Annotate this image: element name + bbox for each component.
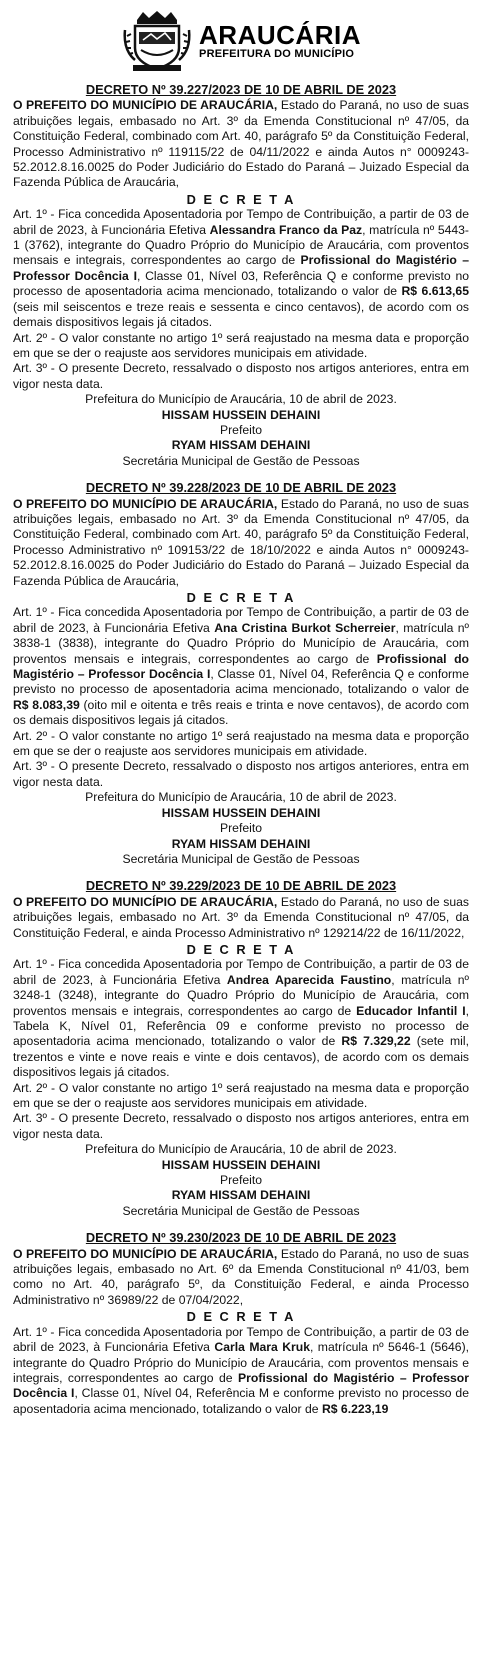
article-1-text: Art. 1º - Fica concedida Aposentadoria por Tempo de Contribuição, a partir de 03 de abril de 2023, à Funcionária Efetiva <box>13 957 469 987</box>
benefit-value: R$ 7.329,22 <box>341 1034 411 1049</box>
signer-mayor-name: HISSAM HUSSEIN DEHAINI <box>161 805 321 820</box>
signer-secretary-role: Secretária Municipal de Gestão de Pessoas <box>122 1203 360 1218</box>
signer-secretary-name: RYAM HISSAM DEHAINI <box>171 1188 311 1203</box>
article-1-text: , Classe 01, Nível 04, Referência Q e conforme previsto no processo de aposentadoria acima mencionado, totalizando o valor de <box>13 667 469 697</box>
signer-secretary-name: RYAM HISSAM DEHAINI <box>171 836 311 851</box>
article-1-text: , matrícula nº 3248-1 (3248), integrante do Quadro Próprio do Município de Araucária, com proventos mensais e integrais, correspondentes ao cargo de <box>13 972 469 1018</box>
article-3: Art. 3º - O presente Decreto, ressalvado o disposto nos artigos anteriores, entra em vigor nesta data. <box>13 361 469 391</box>
beneficiary-name: Ana Cristina Burkot Scherreier <box>214 620 396 635</box>
brand-subtitle: PREFEITURA DO MUNICÍPIO <box>199 48 355 60</box>
article-1-text: , Classe 01, Nível 03, Referência Q e conforme previsto no processo de aposentadoria acima mencionado, totalizando o valor de <box>13 268 469 299</box>
decree-block <box>13 1230 469 1417</box>
article-2: Art. 2º - O valor constante no artigo 1º será reajustado na mesma data e proporção em que se der o reajuste aos servidores municipais em atividade. <box>13 1080 469 1110</box>
signer-secretary-role: Secretária Municipal de Gestão de Pessoas <box>122 851 360 866</box>
article-2: Art. 2º - O valor constante no artigo 1º será reajustado na mesma data e proporção em que se der o reajuste aos servidores municipais em atividade. <box>13 728 469 759</box>
decree-block <box>13 480 469 867</box>
signer-secretary-name: RYAM HISSAM DEHAINI <box>171 438 311 453</box>
decreta-heading: D E C R E T A <box>186 191 296 207</box>
article-1 <box>13 605 469 728</box>
preamble-bold: O PREFEITO DO MUNICÍPIO DE ARAUCÁRIA, <box>13 1246 278 1261</box>
position-title: Educador Infantil I <box>356 1003 466 1018</box>
municipal-coat-of-arms-icon <box>121 10 193 72</box>
article-1-text: , Tabela K, Nível 01, Referência 09 e conforme previsto no processo de aposentadoria acima mencionado, totalizando o valor de <box>13 1003 469 1049</box>
article-1 <box>13 207 469 330</box>
beneficiary-name: Carla Mara Kruk <box>214 1340 310 1355</box>
signer-mayor-role: Prefeito <box>219 821 262 836</box>
place-date: Prefeitura do Município de Araucária, 10 de abril de 2023. <box>85 392 397 407</box>
article-1-text: , Classe 01, Nível 04, Referência M e conforme previsto no processo de aposentadoria acima mencionado, totalizando o valor de <box>13 1386 469 1416</box>
signer-secretary-role: Secretária Municipal de Gestão de Pessoas <box>122 453 360 468</box>
decree-preamble <box>13 98 469 190</box>
signer-mayor-name: HISSAM HUSSEIN DEHAINI <box>161 407 321 422</box>
decree-title: DECRETO Nº 39.229/2023 DE 10 DE ABRIL DE 2023 <box>85 878 397 894</box>
article-1-text: (seis mil seiscentos e treze reais e sessenta e cinco centavos), de acordo com os demais dispositivos legais já citados. <box>13 299 469 330</box>
beneficiary-name: Andrea Aparecida Faustino <box>226 972 392 987</box>
decreta-heading: D E C R E T A <box>186 590 296 605</box>
preamble-text: Estado do Paraná, no uso de suas atribuições legais, embasado no Art. 3º da Emenda Constitucional nº 47/05, da Constituição Federal, combinado com Art. 40, parágrafo 5º da Constituição Federal, Processo Administrativo nº 119115/22 de 04/11/2022 e ainda Autos n° 0009243-52.2012.8.16.0025 do Poder Judiciário do Estado do Paraná – Juizado Especial da Fazenda Pública de Araucária, <box>13 98 469 190</box>
article-1-text: Art. 1º - Fica concedida Aposentadoria por Tempo de Contribuição, a partir de 03 de abril de 2023, à Funcionária Efetiva <box>13 207 469 237</box>
article-1-text: (oito mil e oitenta e três reais e trinta e nove centavos), de acordo com os demais dispositivos legais já citados. <box>13 697 469 728</box>
preamble-bold: O PREFEITO DO MUNICÍPIO DE ARAUCÁRIA, <box>13 98 278 113</box>
decree-title: DECRETO Nº 39.227/2023 DE 10 DE ABRIL DE 2023 <box>85 82 397 97</box>
decree-block <box>13 878 469 1219</box>
header <box>13 8 469 74</box>
beneficiary-name: Alessandra Franco da Paz <box>209 222 363 237</box>
signer-mayor-name: HISSAM HUSSEIN DEHAINI <box>161 1157 321 1172</box>
benefit-value: R$ 6.613,65 <box>401 284 469 299</box>
article-1-text: (sete mil, trezentos e vinte e nove reais e vinte e dois centavos), de acordo com os demais dispositivos legais já citados. <box>13 1034 469 1080</box>
article-1-text: Art. 1º - Fica concedida Aposentadoria por Tempo de Contribuição, a partir de 03 de abril de 2023, à Funcionária Efetiva <box>13 1324 469 1355</box>
position-title: Profissional do Magistério – Professor Docência I <box>13 651 469 682</box>
article-3: Art. 3º - O presente Decreto, ressalvado o disposto nos artigos anteriores, entra em vigor nesta data. <box>13 1111 469 1141</box>
preamble-text: Estado do Paraná, no uso de suas atribuições legais, embasado no Art. 6º da Emenda Constitucional nº 41/03, bem como no Art. 40, parágrafo 5º, da Constituição Federal, e ainda Processo Administrativo nº 36989/22 de 07/04/2022, <box>13 1246 469 1307</box>
position-title: Profissional do Magistério – Professor Docência I <box>13 1370 469 1401</box>
article-2: Art. 2º - O valor constante no artigo 1º será reajustado na mesma data e proporção em que se der o reajuste aos servidores municipais em atividade. <box>13 330 469 360</box>
decreta-heading: D E C R E T A <box>186 941 296 957</box>
decree-preamble <box>13 1247 469 1309</box>
article-1-text: , matrícula nº 5443-1 (3762), integrante do Quadro Próprio do Município de Araucária, com proventos mensais e integrais, correspondentes ao cargo de <box>13 222 469 268</box>
decree-title: DECRETO Nº 39.228/2023 DE 10 DE ABRIL DE 2023 <box>85 480 397 496</box>
article-3: Art. 3º - O presente Decreto, ressalvado o disposto nos artigos anteriores, entra em vigor nesta data. <box>13 759 469 789</box>
benefit-value: R$ 8.083,39 <box>13 697 80 712</box>
decree-title: DECRETO Nº 39.230/2023 DE 10 DE ABRIL DE 2023 <box>85 1230 397 1246</box>
decreta-heading: D E C R E T A <box>186 1309 296 1325</box>
benefit-value: R$ 6.223,19 <box>321 1401 389 1416</box>
article-1 <box>13 957 469 1080</box>
article-1-text: Art. 1º - Fica concedida Aposentadoria por Tempo de Contribuição, a partir de 03 de abril de 2023, à Funcionária Efetiva <box>13 605 469 635</box>
preamble-bold: O PREFEITO DO MUNICÍPIO DE ARAUCÁRIA, <box>13 496 278 511</box>
decree-preamble <box>13 895 469 941</box>
place-date: Prefeitura do Município de Araucária, 10 de abril de 2023. <box>85 1142 397 1157</box>
position-title: Profissional do Magistério – Professor Docência I <box>13 253 469 283</box>
decree-block <box>13 82 469 469</box>
brand-name: ARAUCÁRIA <box>199 20 361 50</box>
signer-mayor-role: Prefeito <box>219 1173 262 1188</box>
signer-mayor-role: Prefeito <box>219 422 262 437</box>
place-date: Prefeitura do Município de Araucária, 10 de abril de 2023. <box>85 790 397 805</box>
article-1-text: , matrícula nº 3838-1 (3838), integrante do Quadro Próprio do Município de Araucária, com proventos mensais e integrais, correspondentes ao cargo de <box>13 620 469 666</box>
preamble-text: Estado do Paraná, no uso de suas atribuições legais, embasado no Art. 3º da Emenda Constitucional nº 47/05, da Constituição Federal, e ainda Processo Administrativo nº 129214/22 de 16/11/2022, <box>13 894 469 940</box>
article-1-text: , matrícula nº 5646-1 (5646), integrante do Quadro Próprio do Município de Araucária, com proventos mensais e integrais, correspondentes ao cargo de <box>13 1340 470 1385</box>
brand <box>199 22 361 60</box>
preamble-bold: O PREFEITO DO MUNICÍPIO DE ARAUCÁRIA, <box>13 894 278 909</box>
preamble-text: Estado do Paraná, no uso de suas atribuições legais, embasado no Art. 3º da Emenda Constitucional nº 47/05, da Constituição Federal, combinado com Art. 40, parágrafo 5º da Constituição Federal, Processo Administrativo nº 109153/22 de 18/10/2022 e ainda Autos n° 0009243-52.2012.8.16.0025 do Poder Judiciário do Estado do Paraná – Juizado Especial da Fazenda Pública de Araucária, <box>13 496 469 588</box>
decree-preamble <box>13 497 469 589</box>
article-1 <box>13 1325 469 1417</box>
